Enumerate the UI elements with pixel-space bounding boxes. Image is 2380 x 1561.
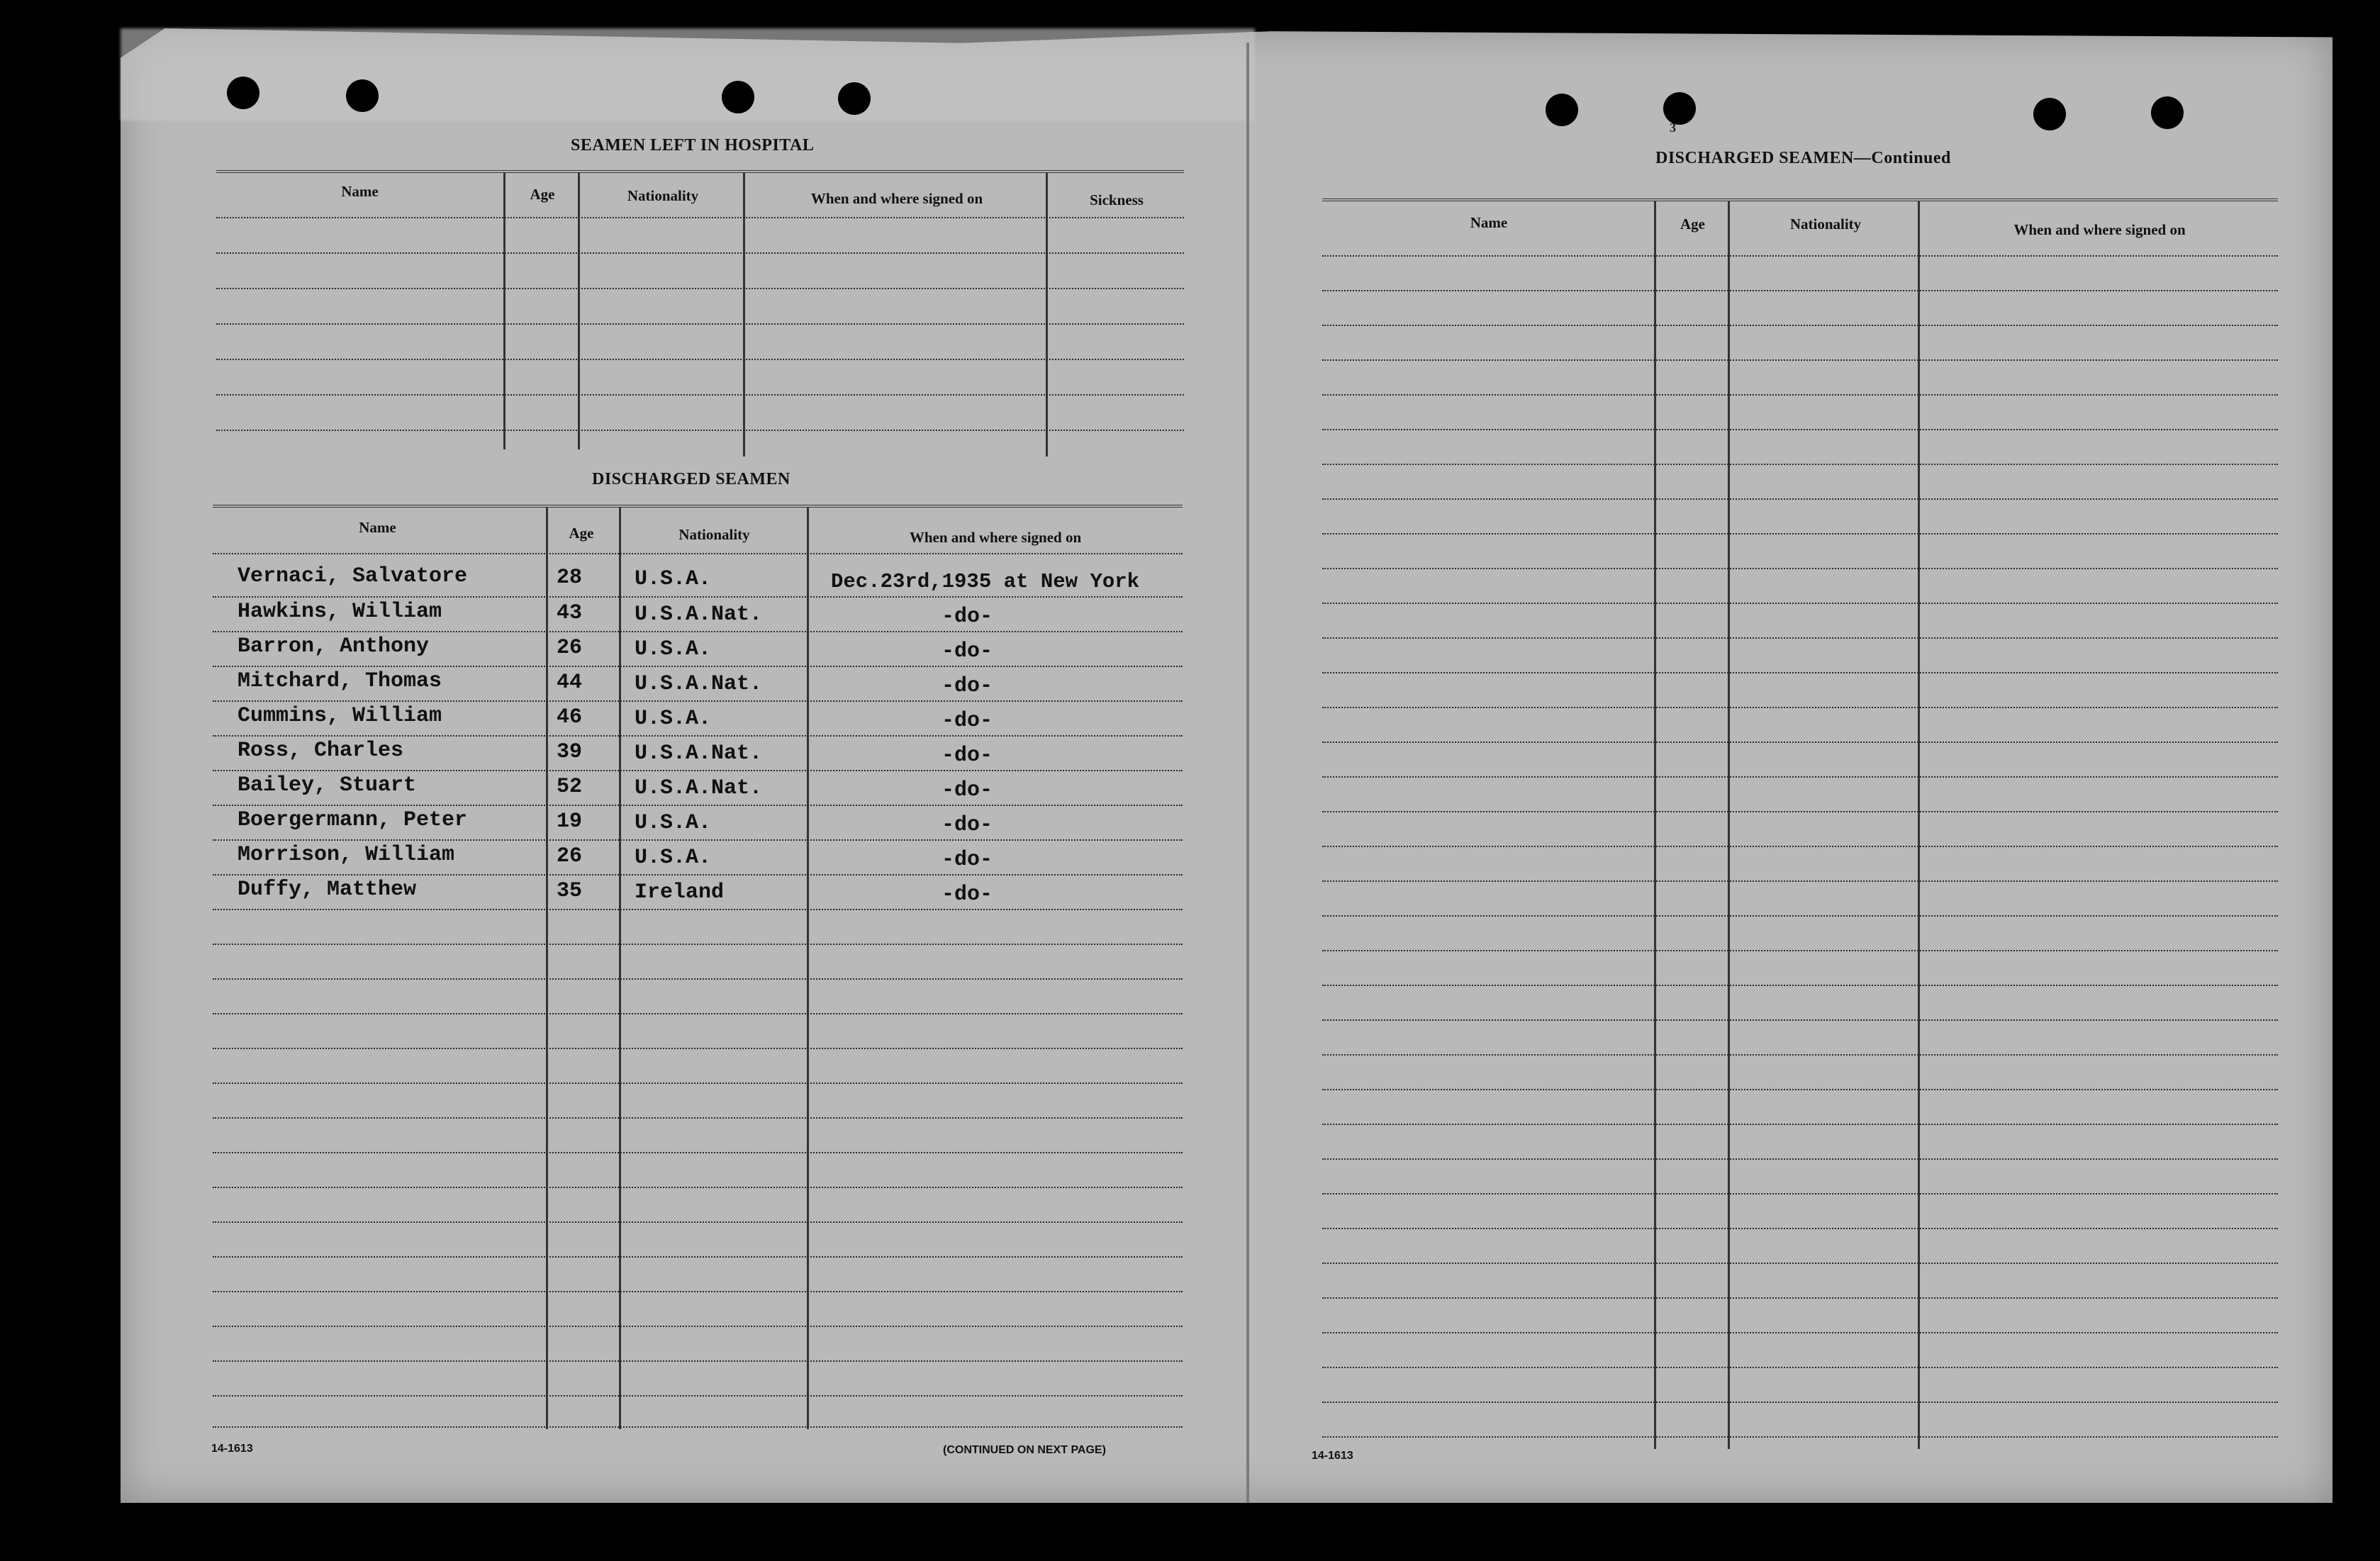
row-rule	[213, 1326, 1183, 1327]
row-rule	[213, 735, 1183, 737]
seaman-name: Bailey, Stuart	[238, 773, 417, 798]
seaman-nationality: U.S.A.	[635, 567, 712, 591]
row-rule	[1322, 950, 2278, 951]
punch-hole	[1546, 94, 1578, 126]
row-rule	[213, 1152, 1183, 1153]
seaman-nationality: U.S.A.	[635, 846, 712, 870]
row-rule	[1322, 985, 2278, 986]
continued-header-nationality: Nationality	[1789, 216, 1862, 233]
punch-hole	[2151, 96, 2184, 129]
discharged-header-signed-on: When and where signed on	[909, 529, 1082, 546]
row-rule	[1322, 464, 2278, 465]
column-divider	[743, 173, 745, 457]
seaman-age: 19	[557, 810, 583, 834]
seaman-signed-on: -do-	[942, 605, 993, 629]
continued-header-name: Name	[1470, 214, 1508, 231]
right-form-number: 14-1613	[1312, 1450, 1353, 1462]
row-rule	[213, 978, 1183, 980]
row-rule	[216, 359, 1184, 360]
row-rule	[1322, 498, 2278, 500]
row-rule	[1322, 255, 2278, 257]
row-rule	[1322, 1054, 2278, 1056]
row-rule	[213, 1291, 1183, 1292]
row-rule	[1322, 533, 2278, 535]
row-rule	[1322, 290, 2278, 291]
row-rule	[1322, 1158, 2278, 1160]
row-rule	[216, 288, 1184, 289]
seaman-name: Morrison, William	[238, 843, 455, 867]
row-rule	[213, 805, 1183, 806]
discharged-header-name: Name	[359, 519, 396, 536]
row-rule	[213, 700, 1183, 702]
seaman-age: 39	[557, 740, 583, 764]
seaman-nationality: U.S.A.Nat.	[635, 603, 763, 627]
seaman-age: 26	[557, 844, 583, 868]
punch-hole	[227, 77, 259, 109]
row-rule	[216, 323, 1184, 325]
row-rule	[1322, 359, 2278, 361]
discharged-continued-table	[1322, 198, 2278, 1449]
column-divider	[1654, 201, 1656, 1449]
discharged-section-title: DISCHARGED SEAMEN	[592, 470, 790, 488]
row-rule	[213, 1256, 1183, 1258]
row-rule	[1322, 394, 2278, 396]
punch-hole	[722, 81, 754, 113]
seaman-name: Mitchard, Thomas	[238, 669, 442, 693]
row-rule	[213, 1013, 1183, 1014]
continued-header-age: Age	[1680, 216, 1705, 233]
seaman-name: Ross, Charles	[238, 739, 404, 763]
row-rule	[213, 631, 1183, 632]
row-rule	[1322, 1089, 2278, 1090]
column-divider	[503, 173, 505, 449]
continued-note: (CONTINUED ON NEXT PAGE)	[943, 1444, 1106, 1456]
row-rule	[213, 874, 1183, 875]
punch-hole	[346, 79, 379, 112]
seaman-signed-on: -do-	[942, 744, 993, 768]
row-rule	[1322, 846, 2278, 847]
punch-hole	[838, 82, 871, 115]
seaman-age: 28	[557, 566, 583, 590]
row-rule	[213, 1048, 1183, 1049]
seaman-name: Vernaci, Salvatore	[238, 564, 468, 588]
seaman-nationality: U.S.A.	[635, 637, 712, 661]
hospital-header-nationality: Nationality	[627, 187, 699, 204]
seaman-signed-on: Dec.23rd,1935 at New York	[831, 570, 1140, 593]
row-rule	[216, 430, 1184, 431]
seaman-name: Barron, Anthony	[238, 634, 430, 659]
seaman-nationality: U.S.A.Nat.	[635, 672, 763, 696]
row-rule	[1322, 568, 2278, 569]
column-divider	[1046, 173, 1048, 457]
seaman-age: 43	[557, 601, 583, 625]
seaman-signed-on: -do-	[942, 639, 993, 664]
column-divider	[1918, 201, 1920, 1449]
seaman-nationality: U.S.A.Nat.	[635, 776, 763, 800]
discharged-header-age: Age	[569, 525, 594, 542]
hospital-header-age: Age	[530, 186, 555, 203]
hospital-table	[216, 170, 1184, 457]
discharged-header-nationality: Nationality	[678, 526, 750, 543]
page-number: 3	[1670, 121, 1676, 135]
row-rule	[1322, 1124, 2278, 1125]
row-rule	[216, 217, 1184, 218]
seaman-age: 26	[557, 636, 583, 660]
row-rule	[213, 839, 1183, 841]
row-rule	[1322, 1019, 2278, 1021]
row-rule	[213, 909, 1183, 910]
seaman-name: Boergermann, Peter	[238, 808, 468, 832]
seaman-age: 44	[557, 671, 583, 695]
continued-header-signed-on: When and where signed on	[2013, 221, 2186, 238]
row-rule	[1322, 1297, 2278, 1299]
row-rule	[1322, 1193, 2278, 1194]
punch-hole	[1663, 92, 1696, 125]
row-rule	[1322, 1436, 2278, 1438]
left-form-number: 14-1613	[211, 1443, 253, 1455]
row-rule	[1322, 1263, 2278, 1264]
seaman-signed-on: -do-	[942, 813, 993, 837]
row-rule	[213, 666, 1183, 667]
discharged-table	[213, 505, 1183, 1429]
row-rule	[1322, 776, 2278, 778]
hospital-header-signed-on: When and where signed on	[810, 190, 983, 207]
column-divider	[578, 173, 580, 449]
row-rule	[213, 1426, 1183, 1428]
seaman-signed-on: -do-	[942, 883, 993, 907]
seaman-nationality: U.S.A.	[635, 707, 712, 731]
row-rule	[216, 394, 1184, 396]
row-rule	[1322, 811, 2278, 812]
seaman-nationality: U.S.A.Nat.	[635, 742, 763, 766]
row-rule	[1322, 672, 2278, 673]
seaman-age: 46	[557, 705, 583, 729]
seaman-nationality: Ireland	[635, 880, 725, 905]
row-rule	[213, 1082, 1183, 1084]
page-spine	[1246, 43, 1249, 1503]
seaman-signed-on: -do-	[942, 778, 993, 802]
row-rule	[1322, 915, 2278, 917]
seaman-age: 52	[557, 775, 583, 799]
discharged-continued-title: DISCHARGED SEAMEN—Continued	[1655, 149, 1951, 167]
row-rule	[1322, 742, 2278, 743]
row-rule	[1322, 325, 2278, 326]
hospital-section-title: SEAMEN LEFT IN HOSPITAL	[571, 136, 815, 155]
row-rule	[216, 252, 1184, 254]
seaman-nationality: U.S.A.	[635, 811, 712, 835]
punch-hole	[2033, 98, 2066, 130]
row-rule	[213, 1117, 1183, 1119]
row-rule	[1322, 1228, 2278, 1229]
seaman-name: Cummins, William	[238, 704, 442, 728]
row-rule	[213, 1395, 1183, 1397]
seaman-name: Hawkins, William	[238, 600, 442, 624]
row-rule	[213, 1360, 1183, 1362]
seaman-age: 35	[557, 879, 583, 903]
hospital-header-name: Name	[341, 183, 379, 200]
row-rule	[1322, 1367, 2278, 1368]
seaman-name: Duffy, Matthew	[238, 878, 417, 902]
torn-edge	[121, 28, 1255, 121]
row-rule	[213, 553, 1183, 554]
row-rule	[213, 596, 1183, 598]
row-rule	[1322, 637, 2278, 639]
hospital-header-sickness: Sickness	[1090, 191, 1144, 208]
row-rule	[213, 944, 1183, 945]
row-rule	[1322, 880, 2278, 882]
seaman-signed-on: -do-	[942, 709, 993, 733]
row-rule	[1322, 1332, 2278, 1333]
row-rule	[213, 1187, 1183, 1188]
row-rule	[1322, 707, 2278, 708]
column-divider	[1728, 201, 1730, 1449]
row-rule	[213, 1221, 1183, 1223]
seaman-signed-on: -do-	[942, 674, 993, 698]
row-rule	[213, 770, 1183, 771]
seaman-signed-on: -do-	[942, 848, 993, 872]
row-rule	[1322, 1401, 2278, 1403]
row-rule	[1322, 429, 2278, 430]
row-rule	[1322, 603, 2278, 604]
